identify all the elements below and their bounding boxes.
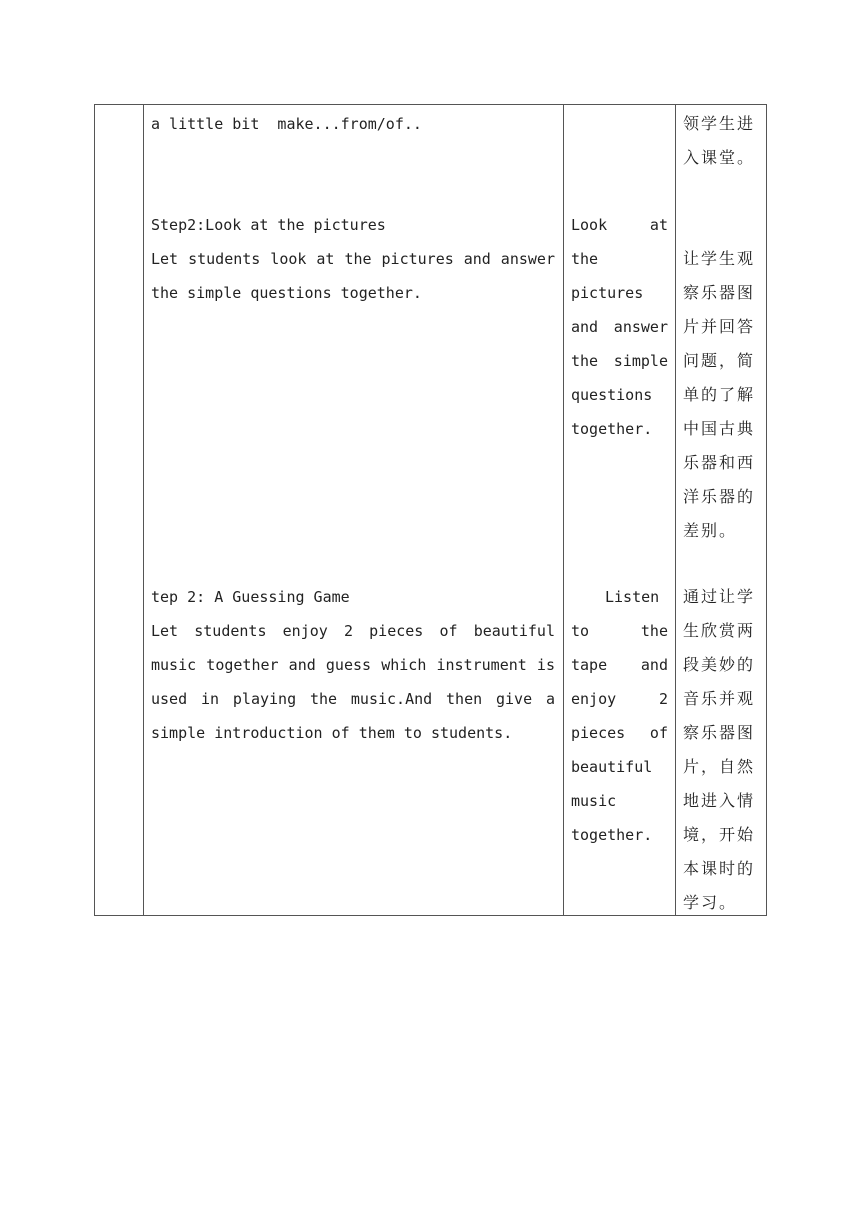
student-activity-cell <box>564 105 676 916</box>
table-row <box>95 105 767 916</box>
step3-body: Let students enjoy 2 pieces of beautiful music together and guess which instrument is used in playing the music.And then give a simple introduction of them to students. <box>151 622 565 742</box>
step2-title: Step2:Look at the pictures <box>151 216 386 234</box>
teacher-activity-cell <box>144 105 564 916</box>
step2-purpose: 让学生观察乐器图片并回答问题，简单的了解中国古典乐器和西洋乐器的差别。 <box>683 249 756 540</box>
step3-purpose: 通过让学生欣赏两段美妙的音乐并观察乐器图片，自然地进入情境，开始本课时的学习。 <box>683 587 756 912</box>
step2-body: Let students look at the pictures and answer the simple questions together. <box>151 250 565 302</box>
purpose-cell <box>676 105 767 916</box>
intro-purpose: 领学生进入课堂。 <box>683 114 756 167</box>
lesson-plan-table <box>94 104 767 916</box>
intro-line: a little bit make...from/of.. <box>151 115 422 133</box>
step3-title: tep 2: A Guessing Game <box>151 588 350 606</box>
step2-activity: Look at the pictures and answer the simple questions together. <box>571 216 678 438</box>
step3-activity: Listen to the tape and enjoy 2 pieces of beautiful music together. <box>571 588 678 844</box>
step-column-cell <box>95 105 144 916</box>
